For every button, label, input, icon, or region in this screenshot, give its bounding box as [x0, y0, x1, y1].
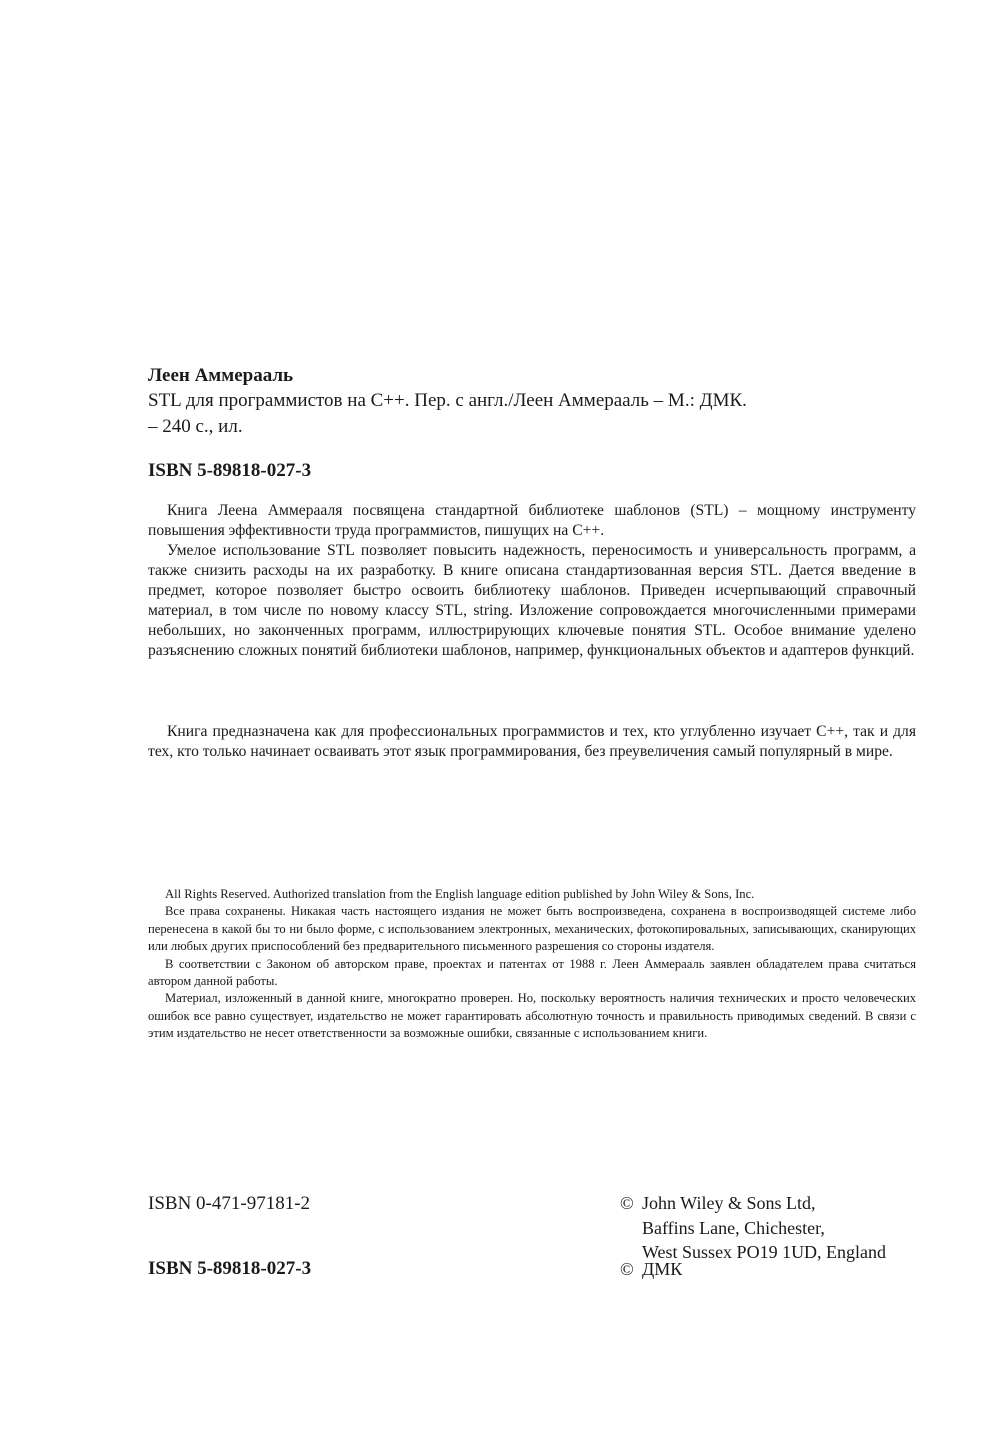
audience-paragraph: Книга предназначена как для профессиональных программистов и тех, кто углубленно изучает C++, так и для тех, кто только начинает осваивать этот язык программирования, без преувеличения самый популярный в мире. — [148, 723, 916, 760]
abstract-paragraph: Умелое использование STL позволяет повысить надежность, переносимость и универсальность программ, а также снизить расходы на их разработку. В книге описана стандартизованная версия STL. Дается введение в предмет, которое позволяет быстро освоить библиотеку шаблонов. Приведен исчерпывающий справочный материал, в том числе по новому классу STL, string. Изложение сопровождается многочисленными примерами небольших, но законченных программ, иллюстрирующих ключевые понятия STL. Особое внимание уделено разъяснению сложных понятий библиотеки шаблонов, например, функциональных объектов и адаптеров функций. — [148, 542, 916, 659]
copyright-symbol: © — [620, 1259, 634, 1279]
target-audience — [148, 722, 916, 762]
dmk-publisher: ДМК — [642, 1259, 683, 1279]
citation-line-2: – 240 с., ил. — [148, 416, 243, 437]
copyright-symbol: © — [620, 1193, 634, 1213]
abstract-paragraph: Книга Леена Аммерааля посвящена стандартной библиотеке шаблонов (STL) – мощному инструменту повышения эффективности труда программистов, пишущих на C++. — [148, 502, 916, 539]
legal-paragraph: All Rights Reserved. Authorized translation from the English language edition published by John Wiley & Sons, Inc. — [165, 887, 755, 901]
isbn-russian: ISBN 5-89818-027-3 — [148, 1258, 312, 1279]
copyright-wiley-line: © John Wiley & Sons Ltd, — [620, 1191, 886, 1216]
copyright-wiley-line: West Sussex PO19 1UD, England — [642, 1242, 887, 1262]
bibliographic-citation — [148, 388, 916, 440]
copyright-dmk — [620, 1257, 682, 1282]
legal-notice — [148, 886, 916, 1043]
book-abstract — [148, 501, 916, 661]
isbn-heading: ISBN 5-89818-027-3 — [148, 460, 312, 481]
copyright-wiley-line: Baffins Lane, Chichester, — [642, 1217, 825, 1238]
author-name: Леен Аммерааль — [148, 365, 294, 386]
isbn-original: ISBN 0-471-97181-2 — [148, 1193, 311, 1214]
legal-paragraph: Все права сохранены. Никакая часть настоящего издания не может быть воспроизведена, сохранена в воспроизводящей системе либо перенесена в какой бы то ни было форме, с использованием электронных, механических, фотокопировальных, записывающих, сканирующих или любых других приспособлений без предварительного письменного разрешения со стороны издателя. — [148, 904, 916, 954]
citation-line-1: STL для программистов на C++. Пер. с англ./Леен Аммерааль – М.: ДМК. — [148, 390, 747, 411]
legal-paragraph: Материал, изложенный в данной книге, многократно проверен. Но, поскольку вероятность наличия технических и просто человеческих ошибок все равно существует, издательство не может гарантировать абсолютную точность и правильность приводимых сведений. В связи с этим издательство не несет ответственности за возможные ошибки, связанные с использованием книги. — [148, 991, 916, 1041]
copyright-wiley — [620, 1191, 886, 1265]
legal-paragraph: В соответствии с Законом об авторском праве, проектах и патентах от 1988 г. Леен Аммерааль заявлен обладателем права считаться автором данной работы. — [148, 956, 916, 989]
